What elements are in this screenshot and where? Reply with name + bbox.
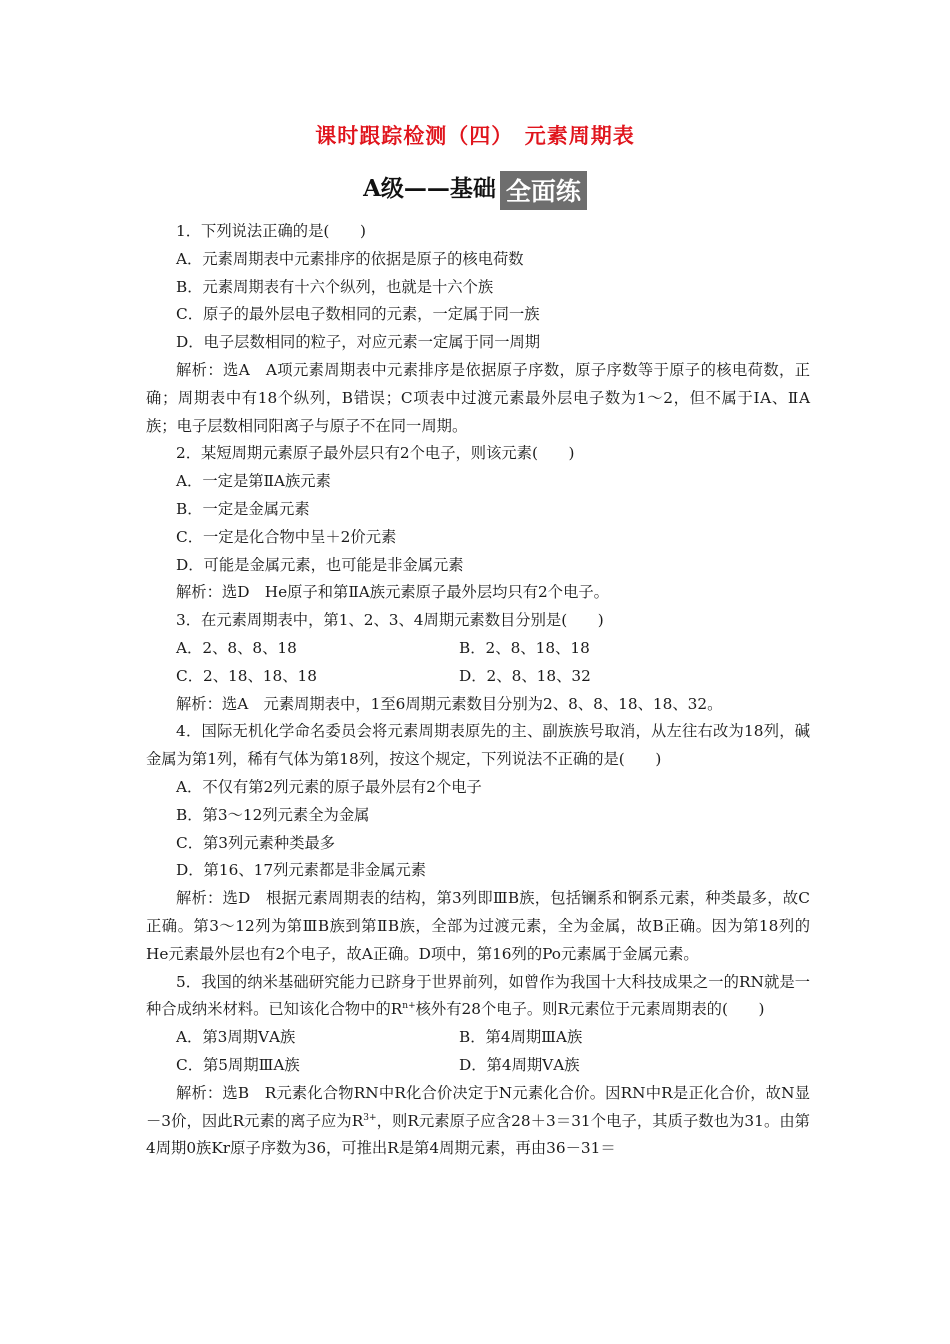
- question-1-option-d: D．电子层数相同的粒子，对应元素一定属于同一周期: [176, 333, 541, 352]
- question-5-options-row-1: [146, 1024, 810, 1052]
- question-5-analysis: [146, 1080, 810, 1163]
- question-3-options-row-2: [146, 663, 810, 691]
- question-3-stem: 3．在元素周期表中，第1、2、3、4周期元素数目分别是( ): [176, 611, 604, 630]
- level-highlight-badge: 全面练: [500, 171, 587, 210]
- question-3-option-b: B．2、8、18、18: [459, 638, 590, 657]
- question-2-option-b: B．一定是金属元素: [176, 499, 310, 518]
- question-5-option-d: D．第4周期ⅤA族: [459, 1055, 580, 1074]
- question-5-stem: [146, 969, 810, 1025]
- question-5-option-c: C．第5周期ⅢA族: [176, 1055, 300, 1074]
- level-prefix: A级——基础: [363, 175, 496, 202]
- question-4-option-b: B．第3～12列元素全为金属: [176, 805, 370, 824]
- question-2-option-d: D．可能是金属元素，也可能是非金属元素: [176, 555, 464, 574]
- question-2-stem: 2．某短周期元素原子最外层只有2个电子，则该元素( ): [176, 444, 575, 463]
- question-4-option-a: A．不仅有第2列元素的原子最外层有2个电子: [176, 777, 482, 796]
- question-1-option-c: C．原子的最外层电子数相同的元素，一定属于同一族: [176, 305, 540, 324]
- question-1-option-a: A．元素周期表中元素排序的依据是原子的核电荷数: [176, 249, 524, 268]
- question-4-stem: 4．国际无机化学命名委员会将元素周期表原先的主、副族族号取消，从左往右改为18列，碱金属为第1列，稀有气体为第18列，按这个规定，下列说法不正确的是( ): [146, 722, 810, 769]
- question-3-option-d: D．2、8、18、32: [459, 666, 591, 685]
- question-4-option-d: D．第16、17列元素都是非金属元素: [176, 861, 427, 880]
- question-3-option-a: A．2、8、8、18: [176, 638, 297, 657]
- question-5-analysis-text: 解析：选B R元素化合物RN中R化合价决定于N元素化合价。因RN中R是正化合价，故N显－3价，因此R元素的离子应为R: [146, 1083, 810, 1130]
- level-heading: [0, 170, 950, 210]
- question-5-stem-text: 5．我国的纳米基础研究能力已跻身于世界前列，如曾作为我国十大科技成果之一的RN就是一种合成纳米材料。已知该化合物中的R: [146, 972, 810, 1019]
- question-5-analysis-text-end: ，则R元素原子应含28＋3＝31个电子，其质子数也为31。由第4周期0族Kr原子序数为36，可推出R是第4周期元素，再由36－31＝: [146, 1111, 810, 1158]
- questions-body: [146, 218, 810, 1163]
- question-1-analysis: 解析：选A A项元素周期表中元素排序是依据原子序数，原子序数等于原子的核电荷数，正确；周期表中有18个纵列，B错误；C项表中过渡元素最外层电子数为1～2，但不属于ⅠA、ⅡA族；电子层数相同阳离子与原子不在同一周期。: [146, 360, 810, 435]
- question-5-option-a: A．第3周期ⅤA族: [176, 1028, 296, 1047]
- question-1-stem: 1．下列说法正确的是( ): [176, 222, 366, 240]
- question-2-analysis: 解析：选D He原子和第ⅡA族元素原子最外层均只有2个电子。: [176, 583, 609, 602]
- question-3-analysis: 解析：选A 元素周期表中，1至6周期元素数目分别为2、8、8、18、18、32。: [176, 694, 723, 713]
- question-4-option-c: C．第3列元素种类最多: [176, 833, 336, 852]
- question-1-option-b: B．元素周期表有十六个纵列，也就是十六个族: [176, 277, 494, 296]
- ion-charge-superscript: n+: [402, 1001, 416, 1012]
- question-5-option-b: B．第4周期ⅢA族: [459, 1028, 583, 1047]
- question-2-option-c: C．一定是化合物中呈＋2价元素: [176, 527, 397, 546]
- question-4-analysis: 解析：选D 根据元素周期表的结构，第3列即ⅢB族，包括镧系和锕系元素，种类最多，故C正确。第3～12列为第ⅢB族到第ⅡB族，全部为过渡元素，全为金属，故B正确。因为第18列的He元素最外层也有2个电子，故A正确。D项中，第16列的Po元素属于金属元素。: [146, 889, 810, 963]
- question-3-options-row-1: [146, 635, 810, 663]
- question-3-option-c: C．2、18、18、18: [176, 666, 318, 685]
- question-5-stem-text-end: 核外有28个电子。则R元素位于元素周期表的( ): [415, 1000, 765, 1019]
- ion-charge-superscript: 3+: [363, 1112, 377, 1123]
- page-title: 课时跟踪检测（四） 元素周期表: [315, 123, 635, 148]
- question-2-option-a: A．一定是第ⅡA族元素: [176, 472, 331, 491]
- question-5-options-row-2: [146, 1052, 810, 1080]
